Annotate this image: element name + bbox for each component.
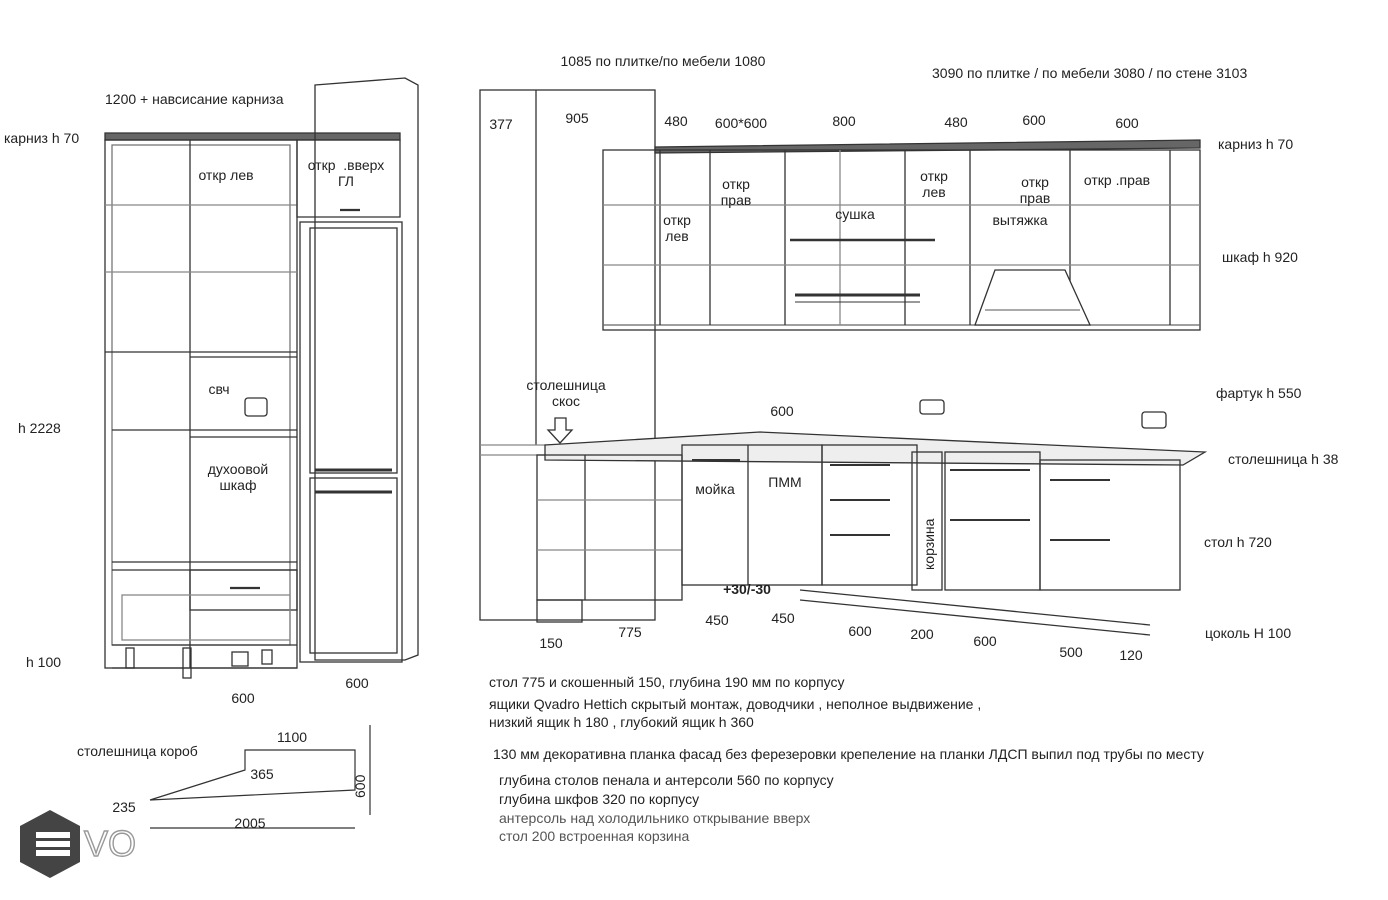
logo-text: VO [84,823,137,864]
lower-cabinets [537,400,1205,635]
left-dim-600-2: 600 [345,675,369,691]
note-line: глубина шкфов 320 по корпусу [499,791,700,807]
dishwasher-label: ПММ [768,474,802,490]
right-countertop-label: столешница h 38 [1228,451,1339,467]
note-line-gray: антерсоль над холодильнико открывание вверх [499,810,811,826]
bottom-dim: 775 [618,624,642,640]
top-dim: 600 [1115,115,1139,131]
right-cornice-label: карниз h 70 [1218,136,1294,152]
upper-hood: вытяжка [992,212,1048,228]
box-dim-2005: 2005 [234,815,266,831]
upper-cabinets [603,140,1200,330]
sink-label: мойка [695,481,735,497]
right-table-label: стол h 720 [1204,534,1272,550]
box-countertop-title: столешница короб [77,743,198,759]
top-dim: 480 [664,113,688,129]
apron-600-label: 600 [770,403,794,419]
upper-open-left-2: откр лев [920,168,948,200]
bottom-dim: 120 [1119,647,1143,663]
box-dim-1100: 1100 [276,729,308,745]
tall-penal [480,90,655,620]
note-line: глубина столов пенала и антерсоли 560 по корпусу [499,772,834,788]
corner-width-label: 3090 по плитке / по мебели 3080 / по стене 3103 [932,65,1248,81]
box-dim-235: 235 [112,799,136,815]
top-dim: 480 [944,114,968,130]
bottom-dim: 600 [973,633,997,649]
right-apron-label: фартук h 550 [1216,385,1302,401]
bottom-dim: 450 [705,612,729,628]
tall-width-label: 1085 по плитке/по мебели 1080 [560,53,766,69]
note-line: 130 мм декоративна планка фасад без ферезеровки крепеление на планки ЛДСП выпил под трубы по месту [493,746,1204,762]
left-cornice-label: карниз h 70 [4,130,80,146]
left-dim-600-1: 600 [231,690,255,706]
right-plinth-label: цоколь H 100 [1205,625,1292,641]
box-dim-600: 600 [352,774,368,798]
right-cabinet-label: шкаф h 920 [1222,249,1298,265]
bottom-dim: 600 [848,623,872,639]
upper-open-left-1: откр лев [663,212,691,244]
upper-open-right-3: откр .прав [1083,172,1151,188]
left-width-label: 1200 + навсисание карниза [105,91,284,107]
note-line: низкий ящик h 180 , глубокий ящик h 360 [489,714,754,730]
top-dim: 905 [565,110,589,126]
bottom-dim: 500 [1059,644,1083,660]
bottom-dim: 200 [910,626,934,642]
hexagon-e-logo [18,808,158,880]
microwave-label: свч [208,381,230,397]
note-line-gray: стол 200 встроенная корзина [499,828,690,844]
left-plinth-label: h 100 [26,654,62,670]
top-dim: 377 [489,116,513,132]
note-line: стол 775 и скошенный 150, глубина 190 мм по корпусу [489,674,845,690]
arrow-down-icon [548,418,572,443]
oven-label: духоовой шкаф [207,461,269,493]
basket-label: корзина [921,518,937,570]
left-tall-cabinet [105,133,400,678]
note-line: ящики Qvadro Hettich скрытый монтаж, доводчики , неполное выдвижение , [489,696,982,712]
corner-dim-label: +30/-30 [723,581,771,597]
box-dim-365: 365 [250,766,274,782]
countertop-bevel-label: столешница скос [526,377,606,409]
open-up-label: откр .вверх ГЛ [307,157,385,189]
top-dim: 800 [832,113,856,129]
upper-dryer: сушка [835,206,875,222]
bottom-dim: 450 [771,610,795,626]
left-height-label: h 2228 [18,420,61,436]
open-left-label: откр лев [198,167,254,183]
upper-open-right-1: откр прав [720,176,752,208]
upper-open-right-2: откр прав [1019,174,1051,206]
top-dim: 600 [1022,112,1046,128]
bottom-dim: 150 [539,635,563,651]
top-dim: 600*600 [714,115,768,131]
